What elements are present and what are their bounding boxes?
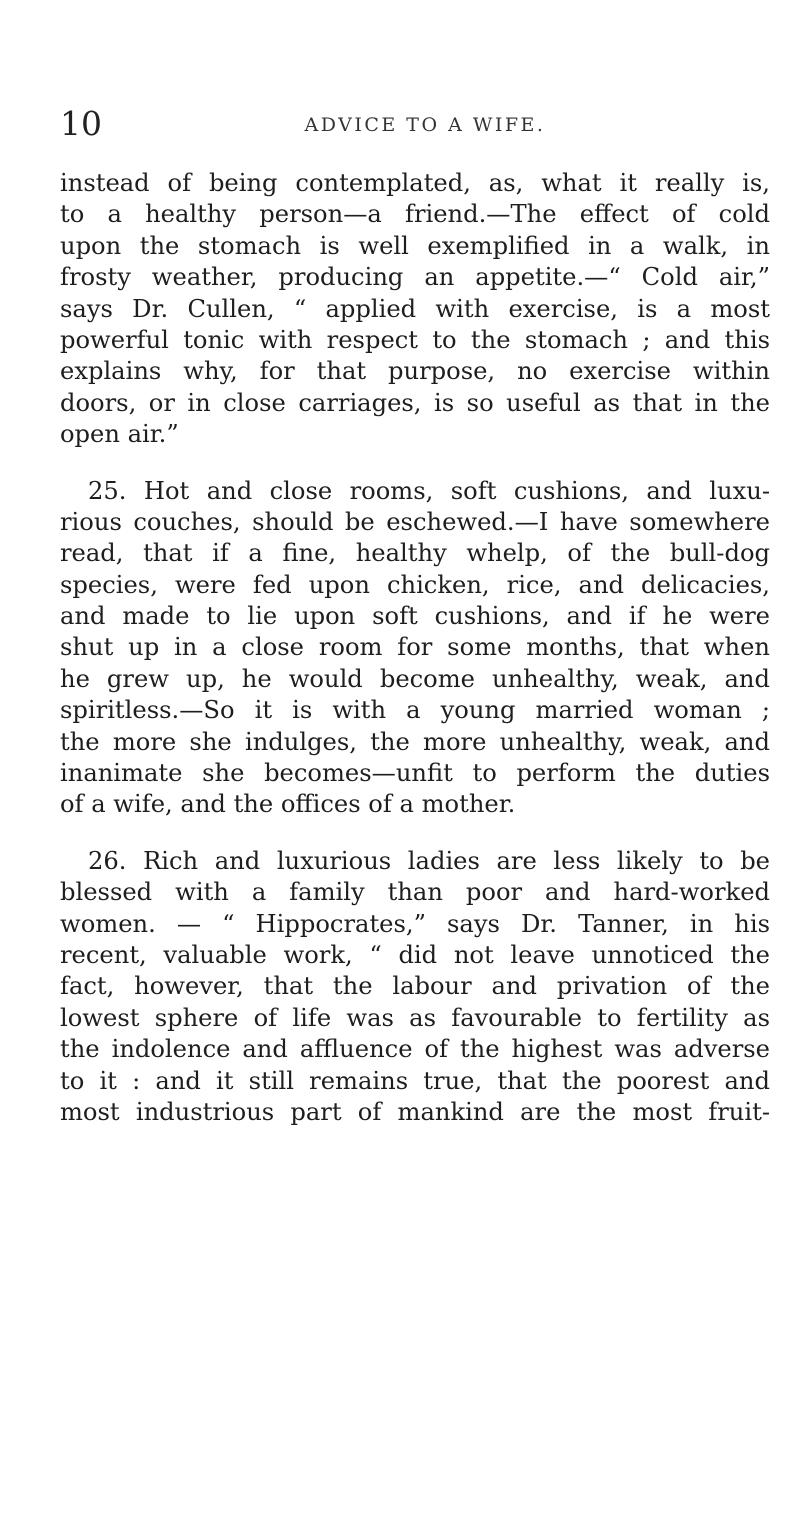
text-line: upon the stomach is well exemplified in a walk, in	[60, 231, 770, 260]
paragraph-gap	[60, 451, 770, 476]
text-line: the indolence and affluence of the highest was adverse	[60, 1035, 770, 1064]
text-line: and made to lie upon soft cushions, and if he were	[60, 602, 770, 631]
text-line: recent, valuable work, “ did not leave unnoticed the	[60, 940, 770, 969]
text-line: to a healthy person—a friend.—The effect of cold	[60, 200, 770, 229]
paragraph-gap	[60, 821, 770, 846]
text-line: open air.”	[60, 420, 179, 449]
text-line: he grew up, he would become unhealthy, weak, and	[60, 664, 770, 693]
text-line: lowest sphere of life was as favourable to fertility as	[60, 1003, 770, 1032]
text-line: of a wife, and the offices of a mother.	[60, 790, 516, 819]
text-line: says Dr. Cullen, “ applied with exercise, is a most	[60, 294, 770, 323]
text-line: frosty weather, producing an appetite.—“ Cold air,”	[60, 263, 770, 292]
text-line: 25. Hot and close rooms, soft cushions, and luxu-	[88, 476, 770, 505]
text-line: powerful tonic with respect to the stomach ; and this	[60, 325, 770, 354]
text-line: read, that if a fine, healthy whelp, of the bull-dog	[60, 539, 770, 568]
text-line: doors, or in close carriages, is so useful as that in the	[60, 388, 770, 417]
text-line: to it : and it still remains true, that the poorest and	[60, 1066, 770, 1095]
paragraph	[60, 168, 770, 451]
text-line: shut up in a close room for some months, that when	[60, 633, 770, 662]
text-line: species, were fed upon chicken, rice, and delicacies,	[60, 570, 770, 599]
page-header	[60, 104, 770, 144]
body-text	[60, 168, 770, 1128]
text-line: instead of being contemplated, as, what it really is,	[60, 169, 770, 197]
text-line: fact, however, that the labour and privation of the	[60, 972, 770, 1001]
text-line: women. — “ Hippocrates,” says Dr. Tanner, in his	[60, 909, 770, 938]
text-line: inanimate she becomes—unfit to perform the duties	[60, 759, 770, 788]
text-line: rious couches, should be eschewed.—I have somewhere	[60, 507, 770, 536]
text-line: most industrious part of mankind are the most fruit-	[60, 1097, 770, 1126]
paragraph	[60, 846, 770, 1129]
text-line: 26. Rich and luxurious ladies are less likely to be	[88, 846, 770, 875]
text-line: explains why, for that purpose, no exercise within	[60, 357, 770, 386]
text-line: the more she indulges, the more unhealthy, weak, and	[60, 727, 770, 756]
page-number: 10	[60, 104, 102, 143]
text-line: blessed with a family than poor and hard-worked	[60, 878, 770, 907]
running-title: ADVICE TO A WIFE.	[304, 114, 546, 136]
text-line: spiritless.—So it is with a young married woman ;	[60, 696, 770, 725]
paragraph	[60, 476, 770, 821]
